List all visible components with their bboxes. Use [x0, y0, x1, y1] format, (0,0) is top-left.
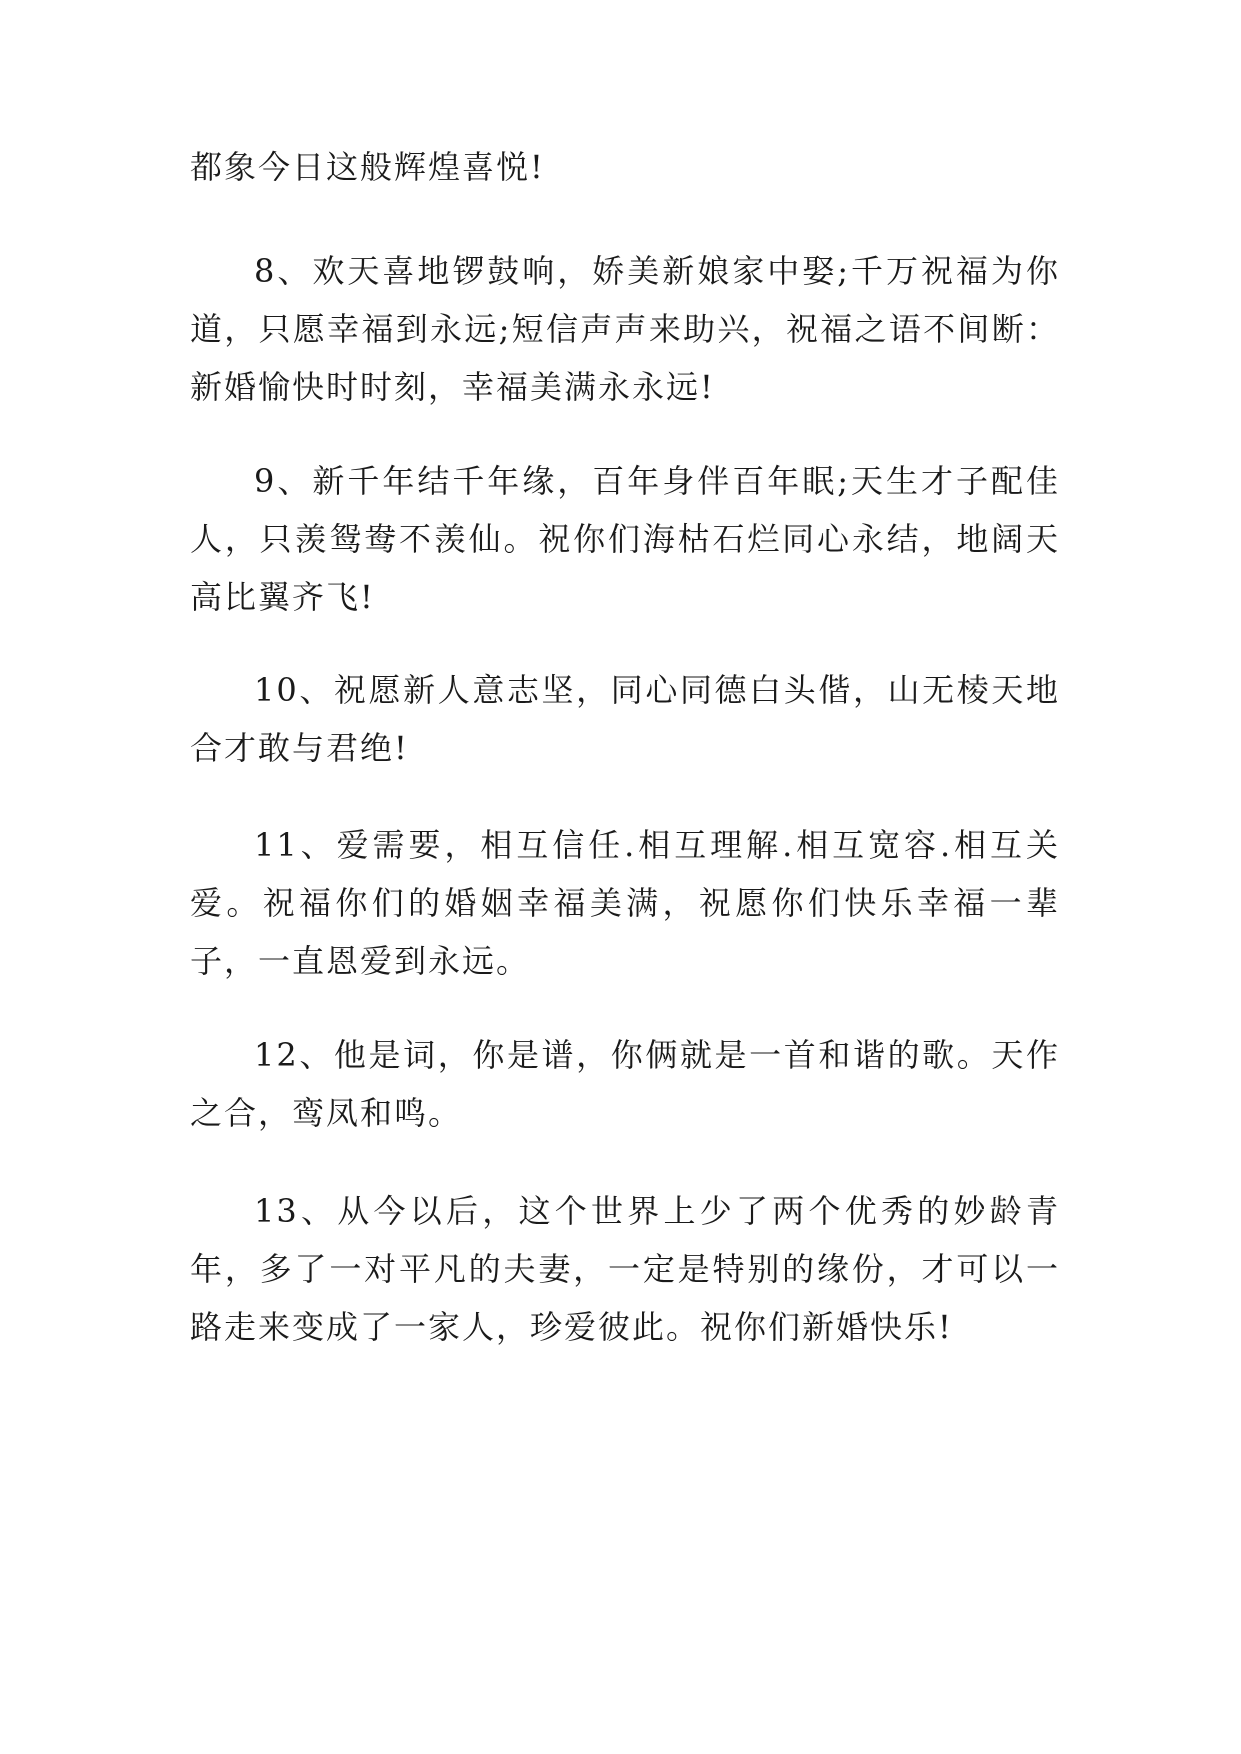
paragraph-9: 9、新千年结千年缘，百年身伴百年眠;天生才子配佳人，只羡鸳鸯不羡仙。祝你们海枯石烂同心永结，地阔天高比翼齐飞!	[190, 462, 1060, 616]
paragraph-12: 12、他是词，你是谱，你俩就是一首和谐的歌。天作之合，鸾凤和鸣。	[190, 1036, 1060, 1132]
paragraph-13: 13、从今以后，这个世界上少了两个优秀的妙龄青年，多了一对平凡的夫妻，一定是特别的缘份，才可以一路走来变成了一家人，珍爱彼此。祝你们新婚快乐!	[190, 1192, 1060, 1346]
paragraph-11: 11、爱需要，相互信任.相互理解.相互宽容.相互关爱。祝福你们的婚姻幸福美满，祝愿你们快乐幸福一辈子，一直恩爱到永远。	[190, 826, 1060, 980]
paragraph-continuation: 都象今日这般辉煌喜悦!	[190, 148, 545, 186]
paragraph-8: 8、欢天喜地锣鼓响，娇美新娘家中娶;千万祝福为你道，只愿幸福到永远;短信声声来助兴，祝福之语不间断：新婚愉快时时刻，幸福美满永永远!	[190, 252, 1060, 406]
paragraph-10: 10、祝愿新人意志坚，同心同德白头偕，山无棱天地合才敢与君绝!	[190, 671, 1060, 767]
